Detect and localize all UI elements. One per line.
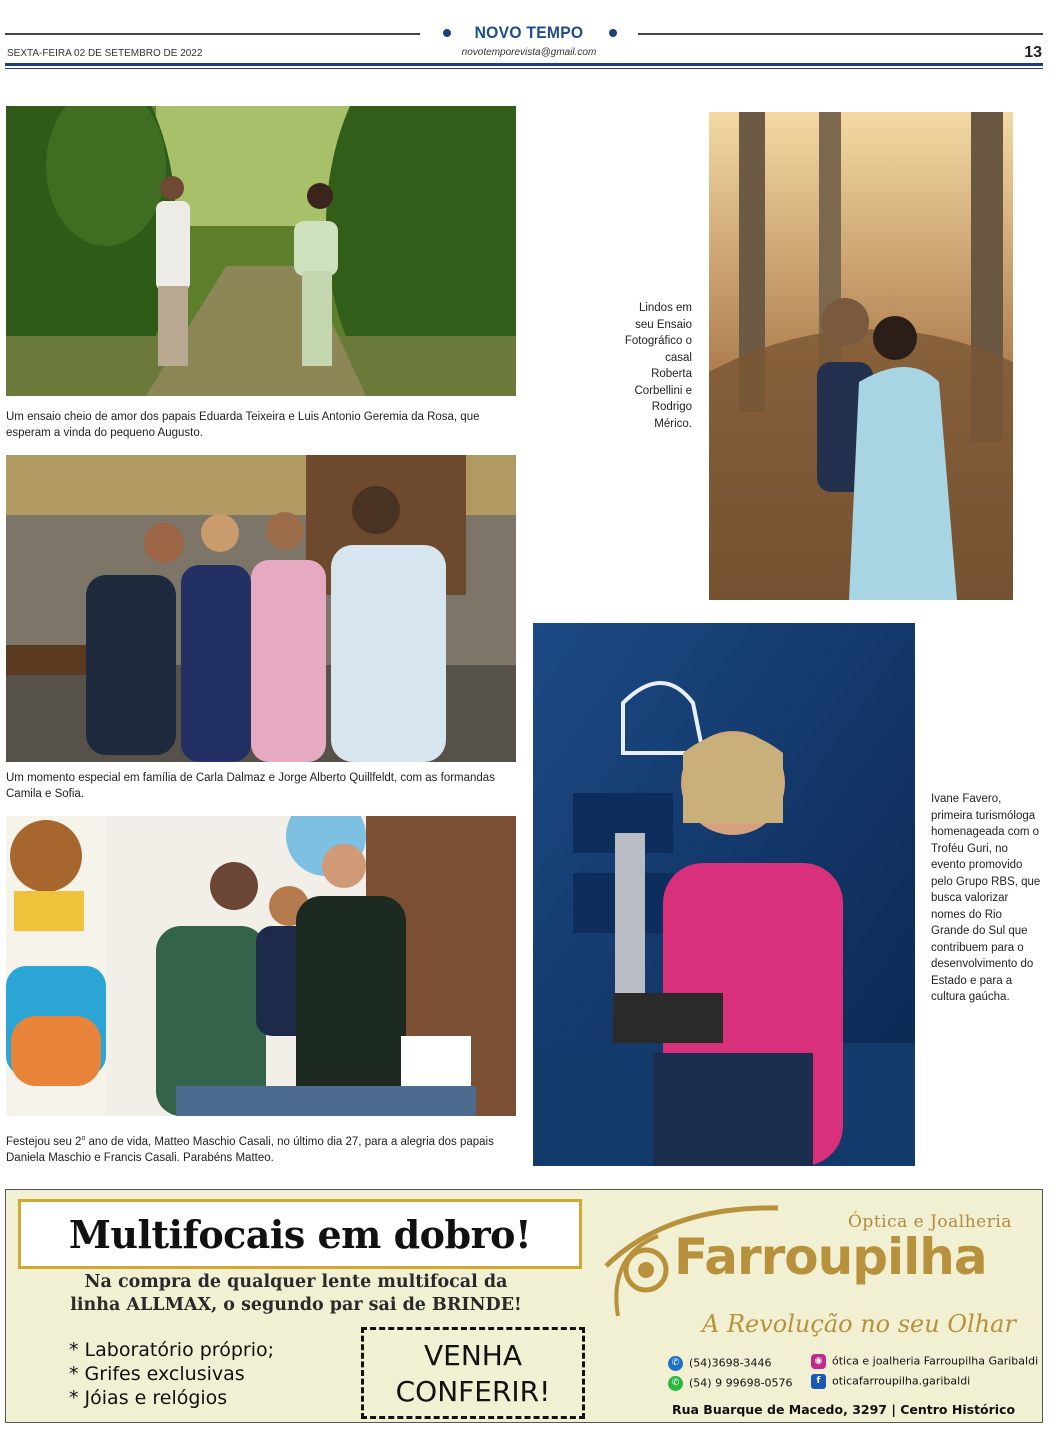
caption-birthday-ordinal: o (81, 1135, 86, 1142)
ad-tagline: A Revolução no seu Olhar (702, 1310, 1016, 1338)
facebook-icon: f (811, 1374, 826, 1389)
photo-trophy (533, 623, 915, 1166)
page-number: 13 (1024, 44, 1042, 61)
contact-email: novotemporevista@gmail.com (461, 47, 597, 58)
caption-birthday-post: ano de vida, Matteo Maschio Casali, no último dia 27, para a alegria dos papais Daniela Maschio e Francis Casali. Parabéns Matteo. (6, 1135, 494, 1164)
photo-couple-walking (6, 106, 516, 396)
ad-cta-line2: CONFERIR! (395, 1375, 551, 1408)
whatsapp-icon: ✆ (668, 1376, 683, 1391)
ad-bullet-list (69, 1338, 274, 1410)
photo-family (6, 455, 516, 762)
newspaper-title: NOVO TEMPO (474, 23, 584, 42)
ad-bullet: * Laboratório próprio; (69, 1339, 274, 1361)
caption-couple-forest: Lindos em seu Ensaio Fotográfico o casal Roberta Corbellini e Rodrigo Mérico. (624, 302, 692, 430)
phone-icon: ✆ (668, 1356, 683, 1371)
ad-promo-text (46, 1271, 546, 1317)
caption-couple-walking: Um ensaio cheio de amor dos papais Eduarda Teixeira e Luis Antonio Geremia da Rosa, que esperam a vinda do pequeno Augusto. (6, 411, 480, 439)
ad-subbrand: Óptica e Joalheria (848, 1212, 1012, 1232)
caption-birthday-pre: Festejou seu 2 (6, 1135, 82, 1148)
ad-facebook (811, 1374, 970, 1389)
ad-address: Rua Buarque de Macedo, 3297 | Centro Histórico (672, 1402, 1016, 1417)
ad-promo-line2: linha ALLMAX, o segundo par sai de BRINDE! (70, 1295, 522, 1315)
ad-slogan: Multifocais em dobro! (68, 1212, 532, 1257)
issue-date: SEXTA-FEIRA 02 DE SETEMBRO DE 2022 (7, 48, 203, 59)
ad-facebook-text: oticafarroupilha.garibaldi (832, 1374, 971, 1388)
header-line-right (638, 33, 1043, 35)
ad-bullet: * Jóias e relógios (69, 1387, 228, 1409)
ad-promo-line1: Na compra de qualquer lente multifocal da (84, 1272, 508, 1292)
advertisement-farroupilha (5, 1189, 1043, 1423)
ad-brand-name: Farroupilha (674, 1228, 987, 1286)
instagram-icon: ◉ (811, 1354, 826, 1369)
caption-family: Um momento especial em família de Carla Dalmaz e Jorge Alberto Quillfeldt, com as formandas Camila e Sofia. (6, 772, 495, 800)
ad-whatsapp-text: (54) 9 99698-0576 (689, 1376, 793, 1390)
header-rule-thin (5, 68, 1043, 69)
header-rule (5, 63, 1043, 66)
ad-cta-line1: VENHA (424, 1339, 522, 1372)
caption-birthday (6, 1131, 506, 1166)
ad-phone (668, 1356, 772, 1371)
ad-instagram-text: ótica e joalheria Farroupilha Garibaldi (832, 1354, 1039, 1368)
photo-couple-forest (709, 112, 1013, 600)
ad-phone-text: (54)3698-3446 (689, 1356, 772, 1370)
slogan-box (18, 1199, 582, 1269)
caption-trophy: Ivane Favero, primeira turismóloga homenageada com o Troféu Guri, no evento promovido pelo Grupo RBS, que busca valorizar nomes do Rio Grande do Sul que contribuem para o desenvolvimento do Estado e para a cultura gaúcha. (931, 793, 1041, 1003)
photo-birthday (6, 816, 516, 1116)
ad-whatsapp (668, 1376, 793, 1391)
ad-bullet: * Grifes exclusivas (69, 1363, 245, 1385)
header-dot-right (609, 29, 617, 37)
ad-call-to-action (361, 1327, 585, 1419)
ad-instagram (811, 1354, 1038, 1369)
